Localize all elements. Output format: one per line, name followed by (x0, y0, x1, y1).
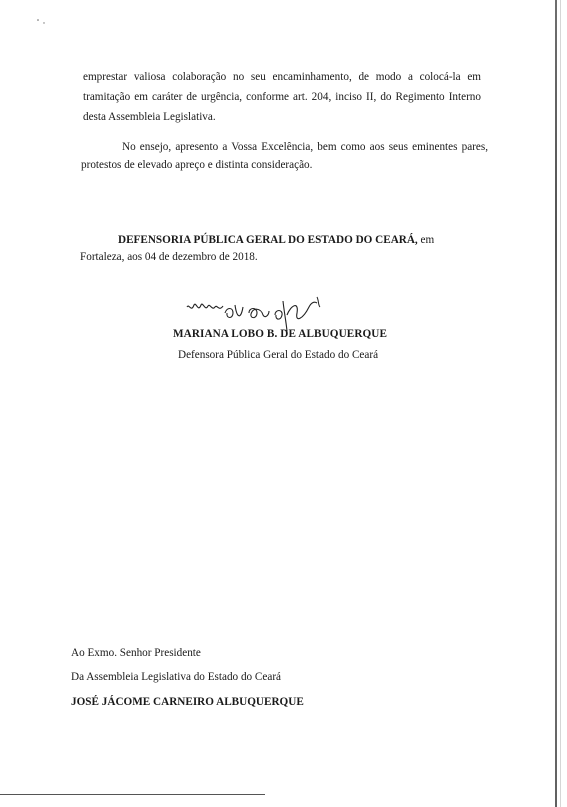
place-date: Fortaleza, aos 04 de dezembro de 2018. (80, 251, 258, 263)
recipient-line1: Ao Exmo. Senhor Presidente (71, 647, 201, 659)
scan-edge-line (555, 0, 557, 807)
paragraph1-line3: desta Assembleia Legislativa. (83, 111, 216, 123)
paragraph1-line2: tramitação em caráter de urgência, conforme art. 204, inciso II, do Regimento Interno (83, 91, 481, 103)
closing-institution-line (118, 233, 434, 247)
institution-suffix: em (417, 234, 435, 246)
scan-specks (36, 18, 48, 26)
footer-rule (0, 794, 265, 795)
paragraph2-line2: protestos de elevado apreço e distinta consideração. (81, 159, 313, 171)
institution-name: DEFENSORIA PÚBLICA GERAL DO ESTADO DO CEARÁ, (118, 234, 418, 246)
recipient-name: JOSÉ JÁCOME CARNEIRO ALBUQUERQUE (71, 696, 304, 708)
paragraph1-line1: emprestar valiosa colaboração no seu encaminhamento, de modo a colocá-la em (83, 71, 481, 83)
paragraph2-line1: No ensejo, apresento a Vossa Excelência, bem como aos seus eminentes pares, (122, 141, 488, 153)
scan-edge-line-faint (560, 0, 561, 807)
signatory-title: Defensora Pública Geral do Estado do Ceará (178, 349, 379, 361)
signatory-name: MARIANA LOBO B. DE ALBUQUERQUE (173, 328, 388, 340)
recipient-line2: Da Assembleia Legislativa do Estado do Ceará (71, 671, 282, 683)
